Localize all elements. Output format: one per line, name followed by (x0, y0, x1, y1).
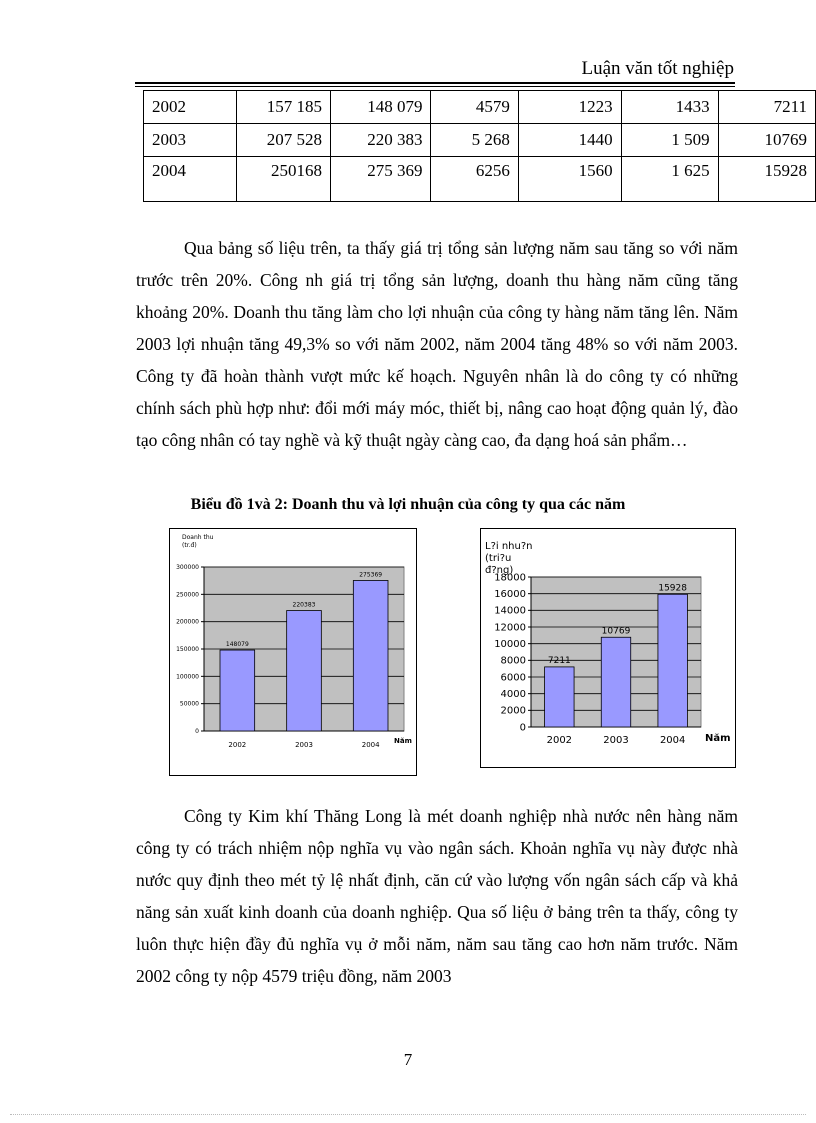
y-tick-label: 14000 (494, 605, 526, 617)
table-cell: 4579 (431, 91, 518, 124)
y-tick-label: 8000 (500, 655, 526, 667)
y-tick-label: 250000 (176, 591, 199, 599)
y-axis-label: đ?ng) (485, 565, 514, 576)
profit-chart-svg (481, 529, 735, 767)
table-cell: 15928 (718, 157, 815, 202)
y-tick-label: 0 (195, 728, 199, 735)
bar (601, 637, 630, 727)
bar (220, 650, 255, 731)
table-cell: 5 268 (431, 124, 518, 157)
bar (545, 667, 574, 727)
data-label: 220383 (292, 601, 316, 609)
x-tick-label: 2003 (603, 735, 629, 746)
y-tick-label: 12000 (494, 622, 526, 634)
y-axis-label: (tr.đ) (182, 542, 197, 549)
data-table (143, 90, 816, 202)
data-label: 7211 (547, 655, 571, 666)
chart-caption: Biểu đồ 1và 2: Doanh thu và lợi nhuận của công ty qua các năm (190, 496, 626, 513)
y-tick-label: 6000 (500, 672, 526, 684)
y-tick-label: 200000 (176, 618, 199, 626)
x-tick-label: 2002 (228, 741, 247, 749)
paragraph-2 (136, 800, 738, 992)
table-cell: 275 369 (331, 157, 431, 202)
y-axis-label: L?i nhu?n (485, 541, 533, 552)
table-row (144, 157, 816, 202)
running-header: Luận văn tốt nghiệp (581, 58, 734, 79)
table-cell: 1 625 (621, 157, 718, 202)
y-tick-label: 18000 (494, 572, 526, 584)
table-cell: 148 079 (331, 91, 431, 124)
x-tick-label: 2004 (659, 735, 686, 746)
paragraph-2-text: Công ty Kim khí Thăng Long là mét doanh nghiệp nhà nước nên hàng năm công ty có trách nhiệm nộp nghĩa vụ vào ngân sách. Khoản nghĩa vụ này được nhà nước quy định theo mét tỷ lệ nhất định, căn cứ vào lượng vốn ngân sách cấp và khả năng sản xuất kinh doanh của doanh nghiệp. Qua số liệu ở bảng trên ta thấy, công ty luôn thực hiện đầy đủ nghĩa vụ ở mỗi năm, năm sau tăng cao hơn năm trước. Năm 2002 công ty nộp 4579 triệu đồng, năm 2003 (136, 806, 738, 986)
y-tick-label: 2000 (500, 705, 526, 717)
y-tick-label: 150000 (176, 646, 199, 653)
paragraph-1-text: Qua bảng số liệu trên, ta thấy giá trị tổng sản lượng năm sau tăng so với năm trước trên 20%. Công nh giá trị tổng sản lượng, doanh thu hàng năm cũng tăng khoảng 20%. Doanh thu tăng làm cho lợi nhuận của công ty hàng năm tăng lên. Năm 2003 lợi nhuận tăng 49,3% so với năm 2002, năm 2004 tăng 48% so với năm 2003. Công ty đã hoàn thành vượt mức kế hoạch. Nguyên nhân là do công ty có những chính sách phù hợp như: đổi mới máy móc, thiết bị, nâng cao hoạt động quản lý, đào tạo công nhân có tay nghề và kỹ thuật ngày càng cao, đa dạng hoá sản phẩm… (136, 238, 738, 450)
table-cell: 10769 (718, 124, 815, 157)
y-tick-label: 50000 (179, 700, 199, 708)
x-axis-label: Năm (705, 733, 731, 744)
table-cell: 1223 (518, 91, 621, 124)
y-tick-label: 100000 (176, 673, 199, 681)
table-cell: 1560 (518, 157, 621, 202)
bar (658, 594, 687, 727)
table-cell: 6256 (431, 157, 518, 202)
revenue-chart-svg (170, 529, 416, 775)
page-number: 7 (403, 1050, 413, 1069)
table-cell: 157 185 (237, 91, 331, 124)
header-rule-thin (135, 86, 735, 87)
x-axis-label: Năm (394, 737, 412, 745)
data-label: 15928 (658, 583, 687, 594)
table-cell: 1433 (621, 91, 718, 124)
table-cell: 1440 (518, 124, 621, 157)
table-cell: 250168 (237, 157, 331, 202)
table-cell-year: 2002 (144, 91, 237, 124)
y-tick-label: 10000 (494, 639, 526, 650)
table-cell-year: 2003 (144, 124, 237, 157)
table-cell-year: 2004 (144, 157, 237, 202)
table-cell: 220 383 (331, 124, 431, 157)
data-label: 10769 (601, 626, 631, 637)
profit-chart (480, 528, 736, 768)
bar (353, 580, 388, 731)
x-tick-label: 2004 (361, 741, 380, 749)
data-label: 148079 (225, 641, 249, 649)
header-rule (135, 82, 735, 84)
data-label: 275369 (359, 571, 383, 579)
table-cell: 7211 (718, 91, 815, 124)
table-row (144, 124, 816, 157)
table-row (144, 91, 816, 124)
revenue-chart (169, 528, 417, 776)
table-cell: 207 528 (237, 124, 331, 157)
y-axis-label: Doanh thu (182, 534, 214, 541)
y-tick-label: 16000 (494, 589, 526, 600)
x-tick-label: 2002 (546, 735, 573, 746)
table-cell: 1 509 (621, 124, 718, 157)
x-tick-label: 2003 (295, 741, 313, 749)
y-tick-label: 0 (519, 722, 526, 734)
page-bottom-rule (10, 1114, 806, 1115)
y-tick-label: 300000 (176, 564, 199, 571)
y-axis-label: (tri?u (485, 553, 512, 564)
paragraph-1 (136, 232, 738, 456)
bar (287, 611, 322, 731)
y-tick-label: 4000 (500, 689, 526, 700)
